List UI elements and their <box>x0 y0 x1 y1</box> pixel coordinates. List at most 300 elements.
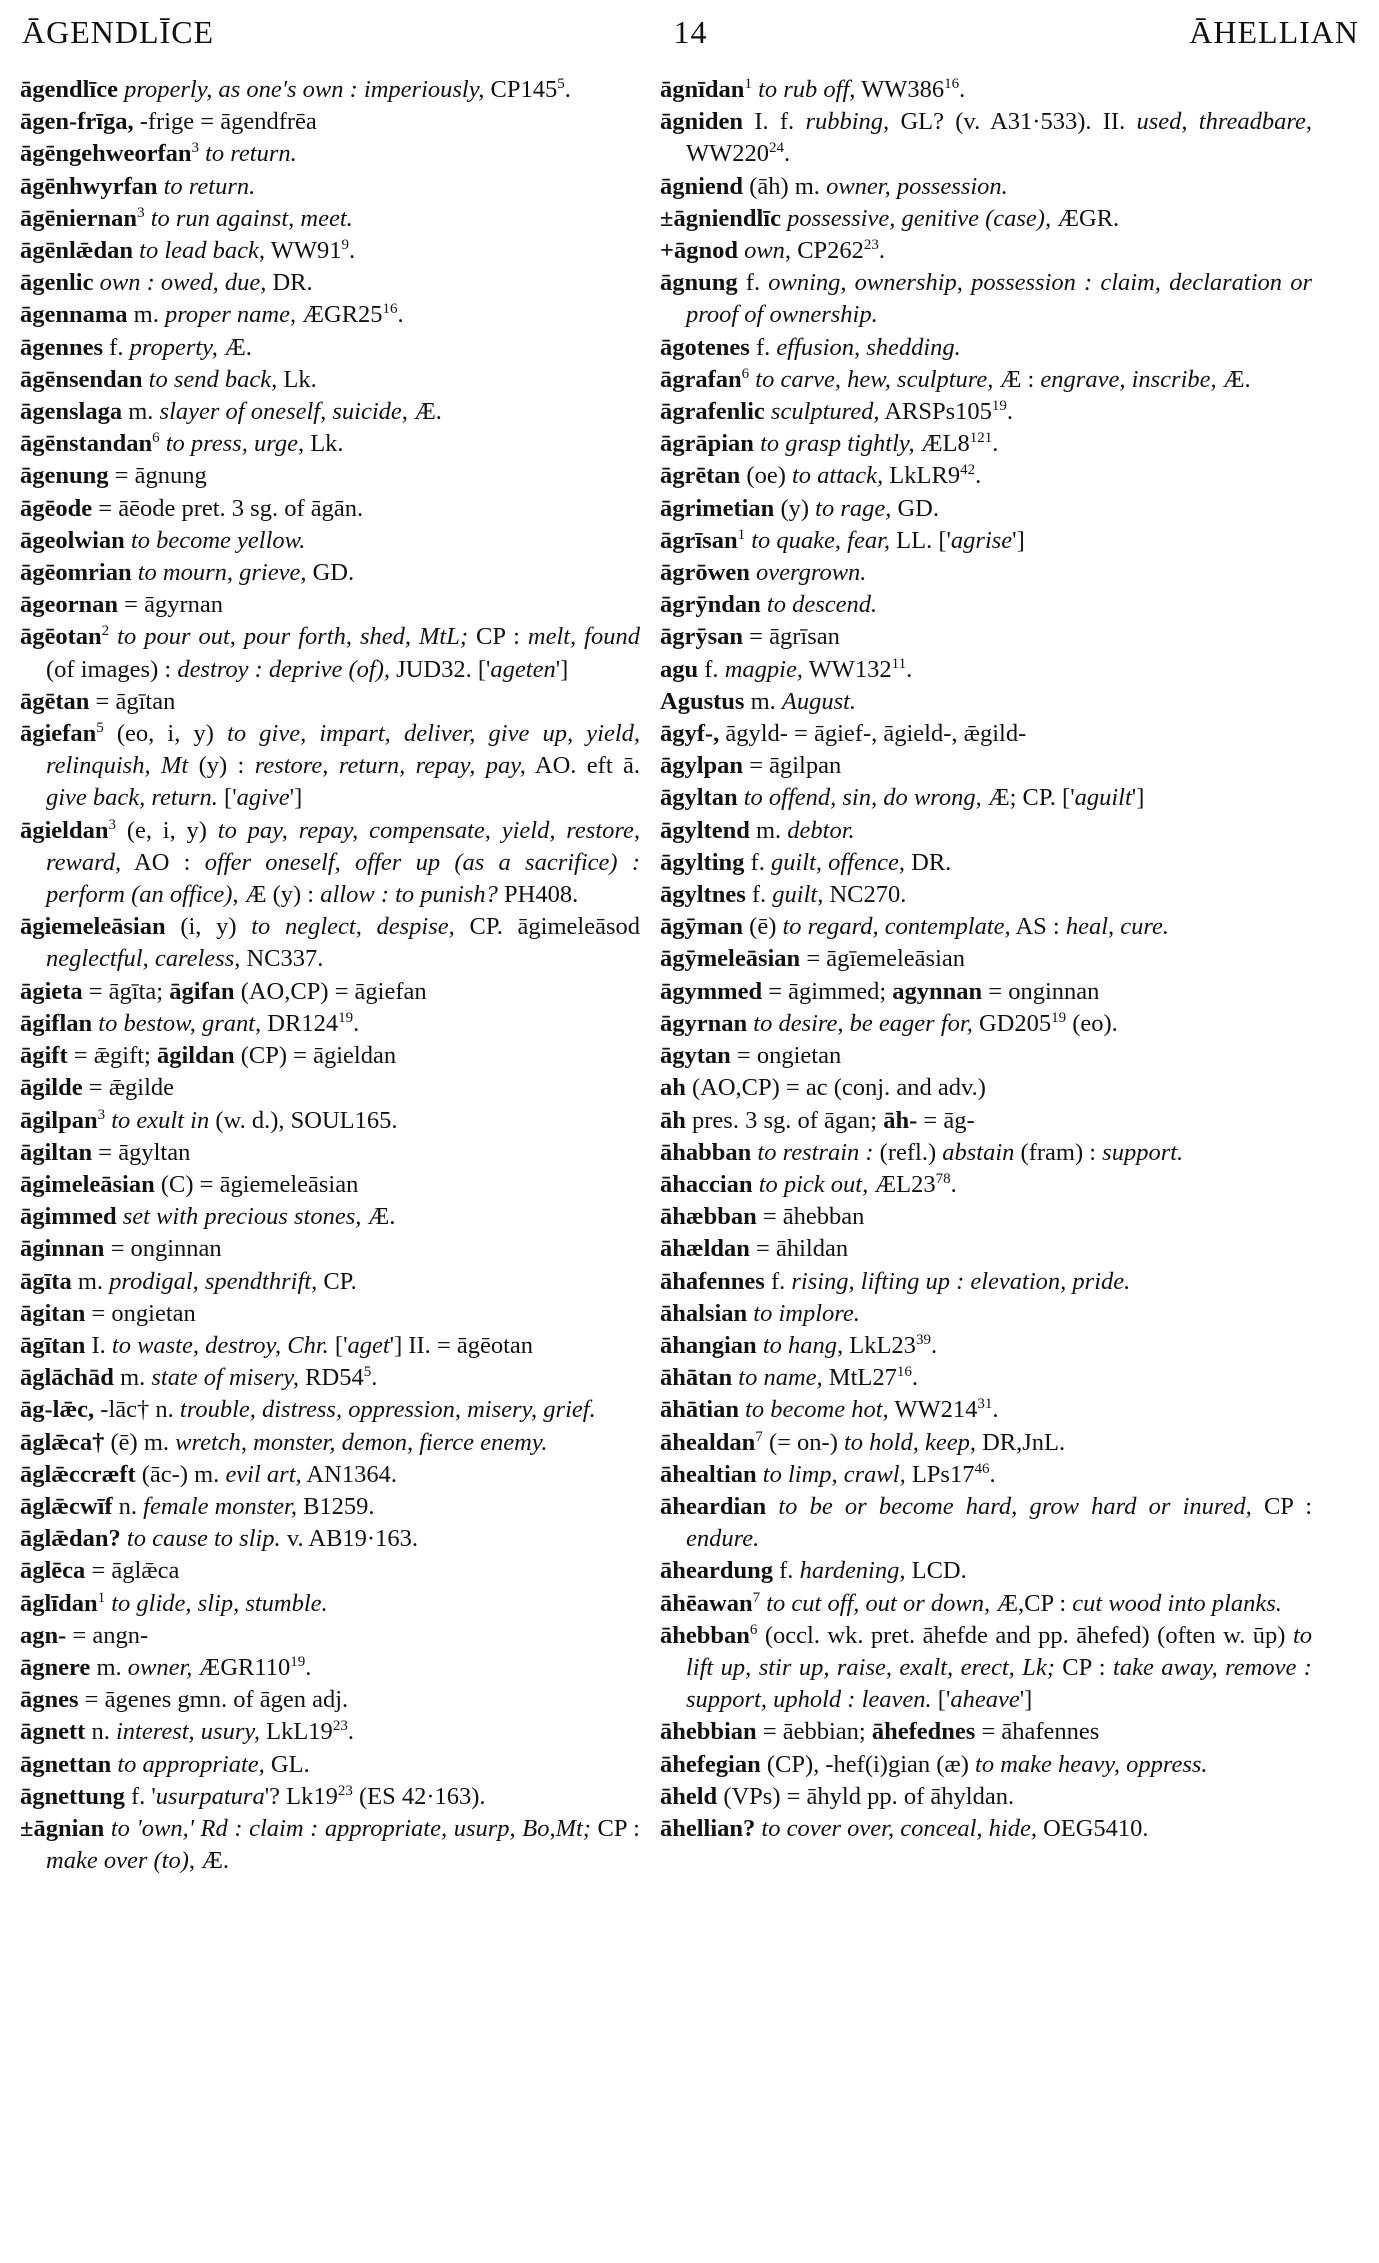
superscript: 19 <box>1051 1009 1067 1026</box>
entry-text: CP262 <box>791 237 864 265</box>
entry-text: WW386 <box>855 76 945 103</box>
definition-text: give back, return. <box>46 784 218 812</box>
entry-text: . <box>348 237 356 265</box>
dictionary-entry <box>660 718 1312 750</box>
dictionary-entry <box>20 1072 640 1104</box>
header-last-headword: ĀHELLIAN <box>1189 14 1359 50</box>
headword: āgyltnes <box>660 881 746 909</box>
entry-text: GL? (v. A31·533). II. <box>889 108 1137 136</box>
definition-text: to restrain : <box>751 1138 874 1166</box>
headword: āheardung <box>660 1557 774 1585</box>
superscript: 39 <box>915 1331 931 1348</box>
entry-text: ÆGR110 <box>192 1653 291 1681</box>
entry-text: . <box>878 237 886 265</box>
entry-text: (e, i, y) <box>116 816 218 844</box>
headword: agynnan <box>892 977 983 1005</box>
definition-text: overgrown. <box>749 559 867 587</box>
entry-text: . <box>950 1170 957 1198</box>
definition-text: to be or become hard, grow hard or inured, <box>766 1492 1252 1520</box>
dictionary-entry <box>20 1233 640 1265</box>
definition-text: to hang, <box>756 1331 844 1359</box>
definition-text: restore, return, repay, pay, <box>254 752 526 780</box>
headword: āgiltan <box>20 1138 93 1166</box>
entry-text: [' <box>328 1331 348 1359</box>
headword: āglēca <box>20 1557 86 1585</box>
definition-text: guilt, <box>772 881 824 909</box>
entry-text: = onginnan <box>982 977 1100 1005</box>
entry-text: = āgītan <box>89 687 176 715</box>
entry-text: AO : <box>121 848 205 876</box>
dictionary-entry <box>20 525 640 557</box>
headword: āgenlic <box>20 269 94 297</box>
definition-text: own : owed, due, <box>93 269 267 297</box>
definition-text: melt, found <box>527 623 640 651</box>
headword: āgyf-, <box>660 720 720 748</box>
dictionary-entry <box>660 1008 1312 1040</box>
definition-text: make over (to), <box>46 1847 195 1875</box>
dictionary-entry <box>20 1330 640 1362</box>
dictionary-entry <box>20 1137 640 1169</box>
definition-text: prodigal, spendthrift, <box>109 1267 318 1295</box>
entry-text: f. ' <box>124 1782 156 1810</box>
headword: āgnes <box>20 1686 79 1714</box>
entry-text: = āgīta; <box>82 977 170 1005</box>
dictionary-entry <box>20 203 640 235</box>
definition-text: rubbing, <box>805 108 890 136</box>
dictionary-entry <box>20 1040 640 1072</box>
dictionary-entry <box>20 1459 640 1491</box>
entry-text: . <box>975 462 982 490</box>
dictionary-entry <box>660 1813 1312 1845</box>
definition-text: slayer of oneself, suicide, <box>159 398 408 426</box>
entry-text: '? Lk19 <box>264 1782 338 1810</box>
headword: āhalsian <box>660 1299 748 1327</box>
dictionary-entry <box>660 493 1312 525</box>
headword: āgitan <box>20 1299 86 1327</box>
dictionary-entry <box>20 686 640 718</box>
superscript: 16 <box>896 1364 912 1381</box>
entry-text: f. <box>103 333 130 361</box>
headword: āhældan <box>660 1235 750 1263</box>
dictionary-entry <box>660 1072 1312 1104</box>
running-head <box>22 14 1359 58</box>
entry-text: CP : <box>590 1814 640 1842</box>
dictionary-entry <box>660 332 1312 364</box>
headword: āhæbban <box>660 1203 757 1231</box>
definition-text: owning, ownership, possession : claim, declaration or proof of ownership. <box>686 269 1312 329</box>
dictionary-entry <box>660 1555 1312 1587</box>
entry-text: Æ. <box>407 398 442 426</box>
entry-text: m. <box>749 816 788 844</box>
dictionary-entry <box>660 74 1312 106</box>
dictionary-entry <box>20 1555 640 1587</box>
entry-text: Æ (y) : <box>238 881 321 909</box>
headword: āgēnsendan <box>20 365 143 393</box>
entry-text: m. <box>113 1364 152 1392</box>
headword: āgeolwian <box>20 526 125 554</box>
definition-text: to offend, sin, do wrong, <box>737 784 982 812</box>
entry-text: NC270. <box>823 881 907 909</box>
definition-text: cut wood into planks. <box>1072 1589 1282 1617</box>
entry-text: (i, y) <box>165 913 252 941</box>
headword: āglǣcwīf <box>20 1492 113 1520</box>
definition-text: allow : to punish? <box>320 881 498 909</box>
entry-text: . <box>989 1460 996 1488</box>
dictionary-entry <box>660 1749 1312 1781</box>
entry-text: (AO,CP) = ac (conj. and adv.) <box>685 1074 986 1102</box>
headword: āginnan <box>20 1235 105 1263</box>
entry-text: . <box>930 1331 938 1359</box>
entry-text: f. <box>745 881 773 909</box>
dictionary-entry <box>660 1266 1312 1298</box>
superscript: 16 <box>944 76 960 92</box>
dictionary-entry <box>20 332 640 364</box>
definition-text: to rub off, <box>751 76 856 103</box>
definition-text: effusion, shedding. <box>776 333 961 361</box>
dictionary-entry <box>660 1137 1312 1169</box>
headword: āgēotan <box>20 623 102 651</box>
headword: āgītan <box>20 1331 86 1359</box>
definition-text: properly, as one's own : imperiously, <box>118 76 485 103</box>
entry-text: LkL19 <box>260 1718 333 1746</box>
entry-text: . <box>992 1396 999 1424</box>
headword: āgyltend <box>660 816 750 844</box>
definition-text: heal, cure. <box>1065 913 1170 941</box>
superscript: 1 <box>744 76 752 92</box>
entry-text: Lk. <box>277 365 317 393</box>
dictionary-entry <box>660 1040 1312 1072</box>
dictionary-entry <box>20 1008 640 1040</box>
entry-text: CP : <box>1054 1653 1114 1681</box>
dictionary-entry <box>20 1491 640 1523</box>
headword: āgnettan <box>20 1750 112 1778</box>
entry-text: m. <box>71 1267 110 1295</box>
entry-text: Æ. <box>217 333 252 361</box>
dictionary-entry <box>660 1620 1312 1717</box>
superscript: 3 <box>191 140 199 157</box>
definition-text: state of misery, <box>151 1364 300 1392</box>
dictionary-entry <box>660 106 1312 170</box>
entry-text: . <box>397 301 404 329</box>
definition-text: evil art, <box>225 1460 302 1488</box>
entry-text: CP145 <box>484 76 558 103</box>
definition-text: used, threadbare, <box>1136 108 1312 136</box>
definition-text: to 'own,' Rd : claim : appropriate, usurp, Bo,Mt; <box>104 1814 591 1842</box>
entry-text: f. <box>698 655 725 683</box>
dictionary-entry <box>660 1330 1312 1362</box>
dictionary-entry <box>20 1523 640 1555</box>
headword: āgrafan <box>660 365 742 393</box>
headword: āgildan <box>157 1042 235 1070</box>
headword: āgnung <box>660 269 738 297</box>
entry-text: = āgenes gmn. of āgen adj. <box>78 1686 349 1714</box>
definition-text: to send back, <box>142 365 278 393</box>
entry-text: (ē) m. <box>104 1428 176 1456</box>
headword: +āgnod <box>660 237 738 265</box>
entry-text: CP. <box>317 1267 357 1295</box>
entry-text: [' <box>217 784 237 812</box>
entry-text: AN1364. <box>301 1460 397 1488</box>
entry-text: '] <box>1012 526 1025 554</box>
superscript: 11 <box>891 655 907 672</box>
dictionary-entry <box>660 847 1312 879</box>
entry-text: GL. <box>264 1750 310 1778</box>
dictionary-entry <box>660 1298 1312 1330</box>
entry-text: GD. <box>306 559 355 587</box>
dictionary-entry <box>20 1781 640 1813</box>
entry-text: = ongietan <box>730 1042 842 1070</box>
headword: āgyrnan <box>660 1009 748 1037</box>
headword: āgylting <box>660 848 745 876</box>
dictionary-entry <box>660 171 1312 203</box>
entry-text: = āglǣca <box>85 1557 180 1585</box>
entry-text: DR,JnL. <box>975 1428 1066 1456</box>
definition-text: to name, <box>732 1364 823 1392</box>
headword: āgēniernan <box>20 204 138 232</box>
definition-text: guilt, offence, <box>770 848 905 876</box>
headword: āhefegian <box>660 1750 761 1778</box>
definition-text: female monster, <box>143 1492 297 1520</box>
superscript: 31 <box>977 1396 993 1413</box>
dictionary-entry <box>20 235 640 267</box>
entry-text: ARSPs105 <box>879 398 992 426</box>
dictionary-entry <box>20 299 640 331</box>
dictionary-entry <box>660 460 1312 492</box>
entry-text: = ǣgilde <box>82 1074 175 1102</box>
definition-text: to lead back, <box>133 237 266 265</box>
entry-text: (refl.) <box>873 1138 943 1166</box>
entry-text: (eo, i, y) <box>103 720 228 748</box>
headword: āgeornan <box>20 591 118 619</box>
definition-text: to mourn, grieve, <box>131 559 307 587</box>
dictionary-entry <box>20 1427 640 1459</box>
entry-text: Æ. <box>194 1847 230 1875</box>
headword: āgrētan <box>660 462 741 490</box>
entry-text: (VPs) = āhyld pp. of āhyldan. <box>717 1782 1015 1810</box>
definition-text: to pick out, <box>752 1170 869 1198</box>
dictionary-entry <box>20 1201 640 1233</box>
dictionary-entry <box>660 1716 1312 1748</box>
entry-text: = āhafennes <box>975 1718 1100 1746</box>
entry-text: (y) : <box>188 752 255 780</box>
entry-text: = onginnan <box>104 1235 222 1263</box>
entry-text: [' <box>931 1686 951 1714</box>
definition-text: offer oneself, offer up (as a sacrifice) : perform (an office), <box>46 848 640 909</box>
dictionary-entry <box>660 203 1312 235</box>
headword: āgotenes <box>660 333 750 361</box>
definition-text: to appropriate, <box>111 1750 265 1778</box>
entry-text: (CP) = āgieldan <box>234 1042 397 1070</box>
headword: āgētan <box>20 687 90 715</box>
entry-text: -lāc† n. <box>94 1396 180 1424</box>
entry-text: = āg- <box>917 1106 975 1134</box>
definition-text: agrise <box>950 526 1013 554</box>
entry-text: '] <box>289 784 303 812</box>
definition-text: aguilt <box>1074 784 1132 812</box>
dictionary-entry <box>660 1781 1312 1813</box>
dictionary-entry <box>660 428 1312 460</box>
headword: agu <box>660 655 699 683</box>
entry-text: f. <box>773 1557 800 1585</box>
headword: āgieta <box>20 977 83 1005</box>
entry-text: LPs17 <box>905 1460 975 1488</box>
entry-text: GD205 <box>972 1009 1052 1037</box>
headword: āglǣdan? <box>20 1525 121 1553</box>
headword: āheardian <box>660 1492 767 1520</box>
dictionary-entry <box>660 1427 1312 1459</box>
entry-text: (CP), -hef(i)gian (æ) <box>760 1750 976 1778</box>
superscript: 7 <box>752 1589 761 1606</box>
entry-text: (AO,CP) = āgiefan <box>234 977 427 1005</box>
definition-text: to cover over, conceal, hide, <box>755 1814 1037 1842</box>
entry-text: CP : <box>1251 1492 1312 1520</box>
entry-text: NC337. <box>240 945 324 973</box>
dictionary-entry <box>660 1491 1312 1555</box>
entry-text: RD54 <box>299 1364 364 1392</box>
headword: ah <box>660 1074 686 1102</box>
entry-text: -frige = āgendfrēa <box>133 108 317 136</box>
definition-text: to regard, contemplate, <box>782 913 1011 941</box>
dictionary-entry <box>20 428 640 460</box>
headword: āgēnhwyrfan <box>20 172 158 200</box>
headword: āg-lǣc, <box>20 1396 95 1424</box>
entry-text: LCD. <box>905 1557 967 1585</box>
headword: āhabban <box>660 1138 752 1166</box>
entry-text: . <box>371 1364 378 1392</box>
dictionary-entry <box>20 364 640 396</box>
headword: āgymmed <box>660 977 763 1005</box>
dictionary-entry <box>20 138 640 170</box>
definition-text: usurpatura <box>155 1782 265 1810</box>
entry-text: (ē) <box>743 913 783 941</box>
definition-text: to limp, crawl, <box>756 1460 906 1488</box>
entry-text: DR124 <box>261 1009 339 1037</box>
entry-text: OEG5410. <box>1036 1814 1149 1842</box>
headword: āgrȳndan <box>660 591 761 619</box>
dictionary-entry <box>20 396 640 428</box>
entry-text: . <box>784 140 791 168</box>
dictionary-entry <box>20 976 640 1008</box>
definition-text: endure. <box>686 1525 760 1553</box>
entry-text: ÆL8 <box>914 430 970 458</box>
entry-text: CP : <box>468 623 528 651</box>
headword: āgȳman <box>660 913 744 941</box>
dictionary-entry <box>20 267 640 299</box>
dictionary-entry <box>660 1394 1312 1426</box>
entry-text: pres. 3 sg. of āgan; <box>685 1106 884 1134</box>
headword: āgylpan <box>660 752 744 780</box>
definition-text: sculptured, <box>764 398 880 426</box>
entry-text: = āgyrnan <box>118 591 223 619</box>
dictionary-entry <box>660 1233 1312 1265</box>
dictionary-entry <box>20 815 640 912</box>
headword: āh <box>660 1106 686 1134</box>
headword: āhellian? <box>660 1814 756 1842</box>
dictionary-entry <box>660 815 1312 847</box>
superscript: 19 <box>338 1009 354 1026</box>
entry-text: LkLR9 <box>883 462 961 490</box>
headword: āgieldan <box>20 816 109 844</box>
headword: āgīta <box>20 1267 72 1295</box>
definition-text: to desire, be eager for, <box>747 1009 973 1037</box>
entry-text: . <box>911 1364 918 1392</box>
superscript: 5 <box>96 720 104 737</box>
definition-text: to cut off, out or down, <box>760 1589 991 1617</box>
entry-text: Æ,CP : <box>990 1589 1073 1617</box>
superscript: 3 <box>108 816 116 833</box>
definition-text: to attack, <box>792 462 884 490</box>
dictionary-entry <box>660 1588 1312 1620</box>
entry-text: '] <box>1131 784 1145 812</box>
headword: āgnett <box>20 1718 86 1746</box>
headword: āgimmed <box>20 1203 117 1231</box>
superscript: 16 <box>382 301 398 318</box>
headword: āhealtian <box>660 1460 757 1488</box>
entry-text: (y) <box>774 494 816 522</box>
headword: āhātian <box>660 1396 739 1424</box>
headword: āgrāpian <box>660 430 754 458</box>
headword: ±āgnian <box>20 1814 105 1842</box>
dictionary-entry <box>660 589 1312 621</box>
entry-text: n. <box>112 1492 144 1520</box>
headword: āgēnstandan <box>20 430 153 458</box>
entry-text: ÆGR25 <box>296 301 383 329</box>
entry-text: Æ. <box>1216 365 1251 393</box>
definition-text: aheave <box>950 1686 1020 1714</box>
definition-text: own, <box>737 237 792 265</box>
headword: āgen-frīga, <box>20 108 134 136</box>
definition-text: to become yellow. <box>124 526 306 554</box>
entry-text: = āēode pret. 3 sg. of āgān. <box>92 494 364 522</box>
headword: āgimeleāsian <box>20 1170 155 1198</box>
entry-text: (oe) <box>740 462 792 490</box>
entry-text: GD. <box>891 494 939 522</box>
headword: āgnere <box>20 1653 91 1681</box>
dictionary-entry <box>660 911 1312 943</box>
definition-text: owner, <box>127 1653 193 1681</box>
dictionary-entry <box>20 1749 640 1781</box>
definition-text: property, <box>129 333 218 361</box>
definition-text: to pour out, pour forth, shed, MtL; <box>109 623 469 651</box>
dictionary-entry <box>20 911 640 975</box>
headword: āgrīsan <box>660 526 738 554</box>
entry-text: '] <box>555 655 569 683</box>
definition-text: abstain <box>942 1138 1015 1166</box>
entry-text: '] <box>1019 1686 1033 1714</box>
headword: āhebban <box>660 1621 750 1649</box>
definition-text: to make heavy, oppress. <box>975 1750 1208 1778</box>
headword: āglāchād <box>20 1364 114 1392</box>
definition-text: owner, possession. <box>826 172 1008 200</box>
dictionary-entry <box>20 1716 640 1748</box>
entry-text: I. <box>85 1331 112 1359</box>
definition-text: to cause to slip. <box>120 1525 281 1553</box>
entry-text: = angn- <box>66 1621 149 1649</box>
headword: āgiefan <box>20 720 97 748</box>
definition-text: to neglect, despise, <box>251 913 455 941</box>
entry-text: . <box>959 76 966 103</box>
definition-text: to grasp tightly, <box>753 430 915 458</box>
definition-text: proper name, <box>164 301 297 329</box>
dictionary-entry <box>660 750 1312 782</box>
definition-text: debtor. <box>787 816 855 844</box>
dictionary-entry <box>660 654 1312 686</box>
entry-text: (eo). <box>1066 1009 1118 1037</box>
entry-text: I. f. <box>743 108 806 136</box>
headword: āgniend <box>660 172 744 200</box>
headword: āgifan <box>169 977 235 1005</box>
dictionary-entry <box>20 557 640 589</box>
